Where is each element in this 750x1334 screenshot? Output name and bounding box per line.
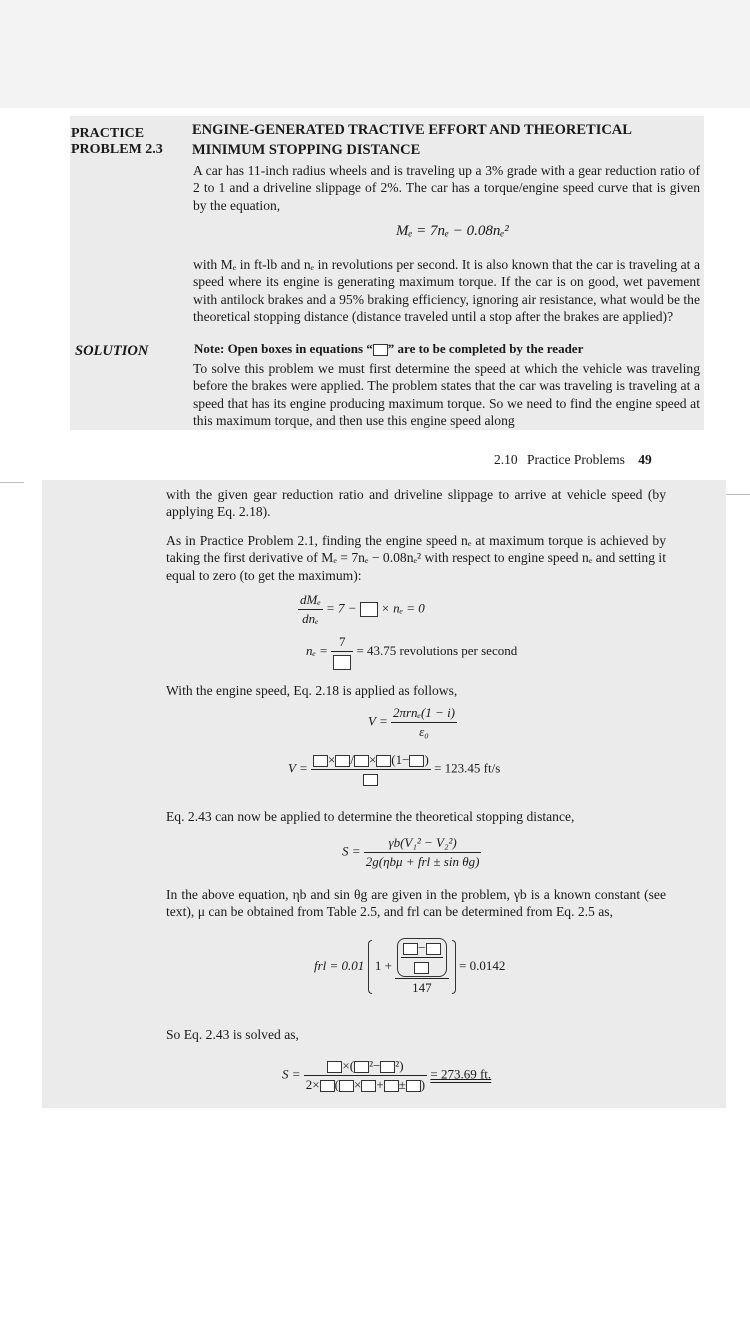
derivative-rhs-a: = 7 − [326, 600, 357, 616]
blank-box [320, 1080, 335, 1092]
v-lhs: V = [288, 760, 308, 776]
frl-denominator: 147 [412, 980, 432, 995]
note-line [194, 340, 583, 357]
bracket-right [452, 940, 456, 994]
blank-box [335, 755, 350, 767]
practice-label: PRACTICE [71, 126, 145, 141]
blank-box [384, 1080, 399, 1092]
left-edge-rule [0, 482, 24, 483]
page-number: 49 [638, 452, 652, 467]
blank-box [327, 1061, 342, 1073]
blank-box [354, 1061, 369, 1073]
note-prefix: Note: Open boxes in equations “ [194, 341, 373, 356]
derivative-equation [298, 592, 425, 627]
ne-lhs: nₑ = [306, 642, 328, 658]
derivative-denominator: dnₑ [302, 611, 319, 626]
frl-lhs: frl = 0.01 [314, 957, 365, 973]
s-numerator: γb(V₁² − V₂²) [364, 835, 482, 853]
solution-label: SOLUTION [75, 343, 149, 359]
bracket-left [368, 940, 372, 994]
v-numerator: 2πrnₑ(1 − i) [391, 705, 457, 723]
frl-result: = 0.0142 [459, 957, 506, 973]
paragraph-solved-as: So Eq. 2.43 is solved as, [166, 1027, 299, 1042]
engine-speed-equation [306, 634, 517, 670]
paragraph-first-derivative: As in Practice Problem 2.1, finding the engine speed nₑ at maximum torque is achieved by taking the first derivative of Mₑ = 7nₑ − 0.08nₑ² with respect to engine speed nₑ and setting it equal to zero (to get the maximum): [166, 533, 666, 583]
s-lhs: S = [282, 1066, 301, 1082]
problem-number-label: PROBLEM 2.3 [71, 142, 163, 157]
v-result: = 123.45 ft/s [434, 760, 501, 776]
torque-equation: Mₑ = 7nₑ − 0.08nₑ² [396, 223, 509, 239]
blank-box [380, 1061, 395, 1073]
bottom-textbook-panel [42, 480, 726, 1108]
right-edge-rule [726, 494, 750, 495]
ne-result: = 43.75 revolutions per second [356, 642, 518, 658]
solution-text: To solve this problem we must first determine the speed at which the vehicle was traveling before the brakes were applied. The problem states that the car was traveling is traveling at a speed that has its engine producing maximum torque. So we need to find the engine speed at this maximum torque, and then use this engine speed along [193, 361, 700, 429]
stopping-distance-fill-in-equation: S = $\frac{\text{×( ²− ²)}}{2\times ( \times + \pm )}$ = 273.69 ft. [282, 1058, 492, 1092]
blank-box [426, 943, 441, 955]
s-lhs: S = [342, 843, 361, 859]
problem-title-line2: MINIMUM STOPPING DISTANCE [192, 142, 421, 158]
rolling-resistance-equation: frl = 0.01 1 + $\frac{-}{147}$ = 0.0142 [314, 940, 506, 995]
velocity-formula [368, 705, 457, 740]
s-denominator: 2g(ηbμ + frl ± sin θg) [365, 854, 480, 869]
v-denominator: ε₀ [419, 724, 429, 739]
problem-statement-1: A car has 11-inch radius wheels and is traveling up a 3% grade with a gear reduction ratio of 2 to 1 and a driveline slippage of 2%. The car has a torque/engine speed curve that is given by the equation, [193, 163, 700, 213]
paragraph-variables: In the above equation, ηb and sin θg are given in the problem, γb is a known constant (see text), μ can be obtained from Table 2.5, and frl can be determined from Eq. 2.5 as, [166, 887, 666, 920]
blank-box [333, 655, 351, 670]
open-box-icon [373, 344, 388, 356]
derivative-numerator: dMₑ [298, 592, 323, 610]
blank-box [360, 602, 378, 617]
blank-box [406, 1080, 421, 1092]
blank-box [313, 755, 328, 767]
blank-box [409, 755, 424, 767]
problem-title-line1: ENGINE-GENERATED TRACTIVE EFFORT AND THEORETICAL [192, 122, 632, 138]
frl-one-plus: 1 + [374, 957, 392, 973]
blank-box [376, 755, 391, 767]
blank-box [339, 1080, 354, 1092]
blank-box [414, 962, 429, 974]
velocity-fill-in-equation: V = × / × (1− ) = 123.45 ft/s [288, 752, 500, 787]
section-number: 2.10 [494, 452, 518, 467]
stopping-distance-formula [342, 835, 481, 870]
paragraph-eq-218: With the engine speed, Eq. 2.18 is applied as follows, [166, 683, 458, 698]
ne-numerator: 7 [331, 634, 353, 652]
blank-box [354, 755, 369, 767]
top-textbook-panel [70, 116, 704, 430]
paragraph-gear-reduction: with the given gear reduction ratio and driveline slippage to arrive at vehicle speed (by applying Eq. 2.18). [166, 487, 666, 520]
v-lhs: V = [368, 713, 388, 729]
section-title: Practice Problems [527, 452, 625, 467]
blank-box [403, 943, 418, 955]
blank-box [363, 774, 378, 786]
top-blank-band [0, 0, 750, 108]
paragraph-eq-243: Eq. 2.43 can now be applied to determine the theoretical stopping distance, [166, 809, 575, 824]
s-final-result: = 273.69 ft. [430, 1066, 492, 1082]
note-suffix: ” are to be completed by the reader [387, 341, 584, 356]
blank-box [361, 1080, 376, 1092]
derivative-rhs-b: × nₑ = 0 [381, 600, 425, 616]
problem-statement-2: with Mₑ in ft-lb and nₑ in revolutions per second. It is also known that the car is traveling at a speed where its engine is generating maximum torque. If the car is on good, wet pavement with antilock brakes and a 95% braking efficiency, ignoring air resistance, what would be the theoretical stopping distance (distance traveled until a stop after the brakes are applied)? [193, 257, 700, 325]
running-header [494, 452, 652, 468]
